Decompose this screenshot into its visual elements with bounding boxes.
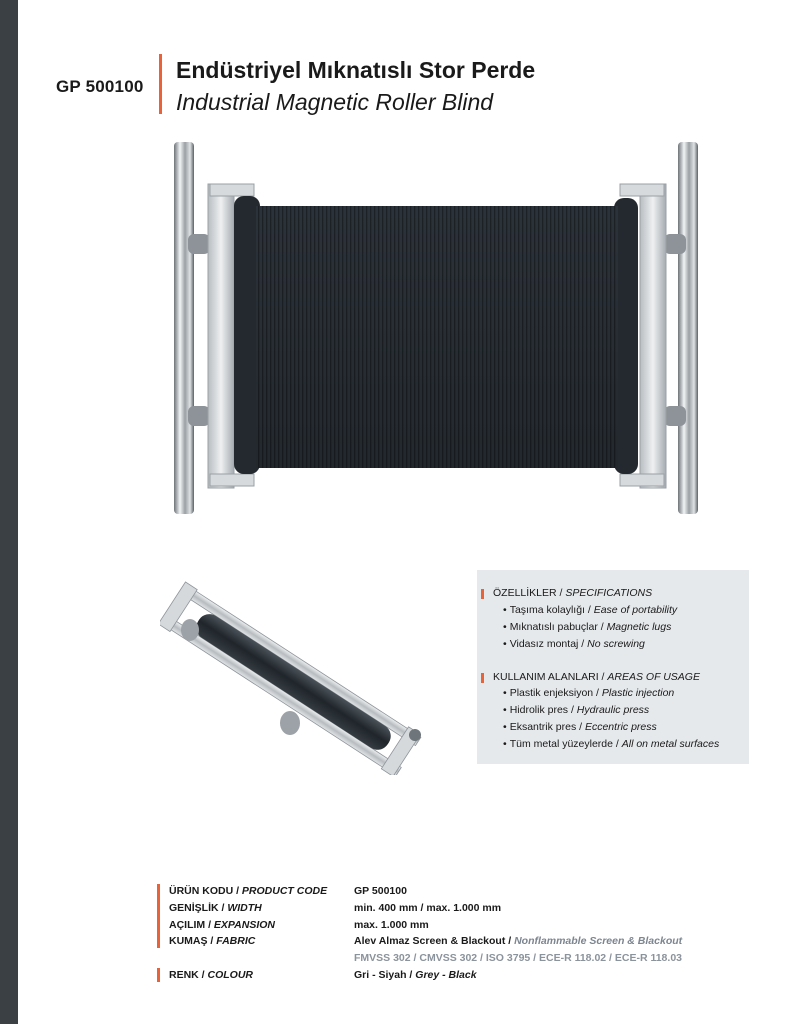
spec-item: • Taşıma kolaylığı / Ease of portability <box>503 604 678 616</box>
width-label: GENİŞLİK / WIDTH <box>169 902 262 914</box>
title-accent-bar <box>159 54 162 114</box>
usage-item: • Eksantrik pres / Eccentric press <box>503 721 657 733</box>
usage-heading: KULLANIM ALANLARI / AREAS OF USAGE <box>493 671 700 683</box>
fabric-value: Alev Almaz Screen & Blackout / Nonflammable Screen & Blackout <box>354 935 683 947</box>
specifications-panel <box>477 570 749 764</box>
specifications-heading: ÖZELLİKLER / SPECIFICATIONS <box>493 587 653 599</box>
fabric-label: KUMAŞ / FABRIC <box>169 935 256 947</box>
expansion-value: max. 1.000 mm <box>354 919 429 931</box>
page-title: Endüstriyel Mıknatıslı Stor Perde <box>176 57 536 83</box>
page-subtitle: Industrial Magnetic Roller Blind <box>176 89 494 115</box>
product-code-value: GP 500100 <box>354 885 407 897</box>
usage-item: • Tüm metal yüzeylerde / All on metal surfaces <box>503 738 720 750</box>
fabric-standards: FMVSS 302 / CMVSS 302 / ISO 3795 / ECE-R 118.02 / ECE-R 118.03 <box>354 952 682 964</box>
roller-blind-open-photo <box>166 138 706 518</box>
colour-label: RENK / COLOUR <box>169 969 254 981</box>
details-accent-bar <box>157 968 160 982</box>
product-code-label: ÜRÜN KODU / PRODUCT CODE <box>169 885 328 897</box>
width-value: min. 400 mm / max. 1.000 mm <box>354 902 502 914</box>
usage-item: • Hidrolik pres / Hydraulic press <box>503 704 650 716</box>
product-code: GP 500100 <box>56 77 144 96</box>
expansion-label: AÇILIM / EXPANSION <box>169 919 275 931</box>
roller-blind-closed-photo <box>160 575 425 775</box>
left-band <box>0 0 18 1024</box>
usage-item: • Plastik enjeksiyon / Plastic injection <box>503 687 675 699</box>
details-accent-bar <box>157 884 160 948</box>
spec-item: • Vidasız montaj / No screwing <box>503 638 645 650</box>
spec-item: • Mıknatıslı pabuçlar / Magnetic lugs <box>503 621 672 633</box>
colour-value: Gri - Siyah / Grey - Black <box>354 969 477 981</box>
